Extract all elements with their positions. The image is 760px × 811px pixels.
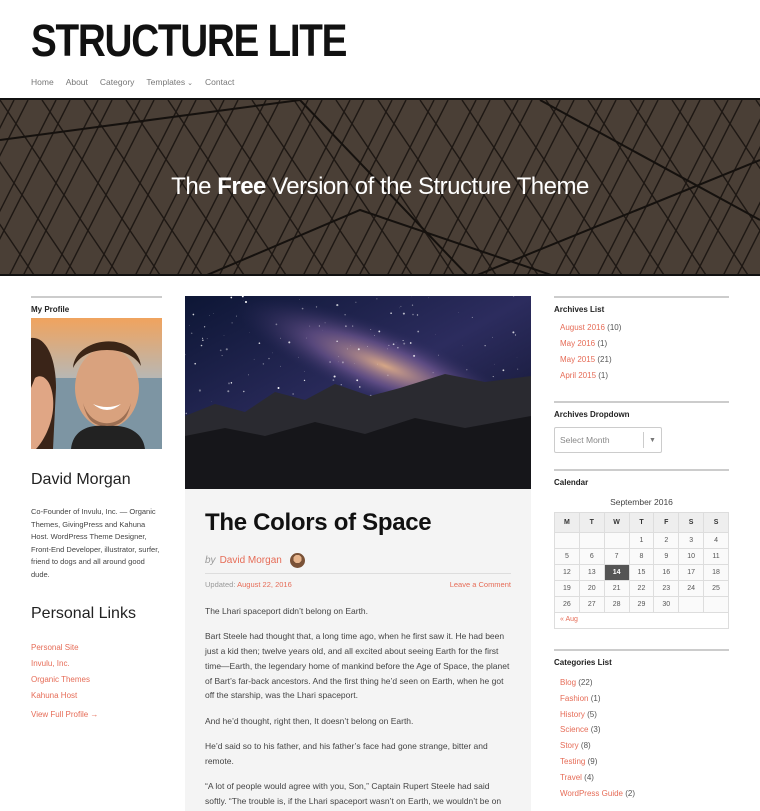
- main-nav: [31, 77, 234, 87]
- calendar-week-row: [555, 565, 729, 581]
- post-paragraph: The Lhari spaceport didn’t belong on Earth.: [205, 606, 369, 616]
- calendar-day: 27: [579, 597, 604, 613]
- post-meta: [205, 573, 511, 589]
- link-kahuna-host[interactable]: Kahuna Host: [31, 691, 78, 700]
- calendar-widget: [554, 469, 729, 629]
- calendar-day: 11: [704, 549, 729, 565]
- category-count: (5): [587, 709, 597, 719]
- calendar-day: 24: [679, 581, 704, 597]
- archive-item: [560, 320, 729, 336]
- category-item: [560, 786, 729, 802]
- calendar-empty-cell: [679, 597, 704, 613]
- archive-item: [560, 336, 729, 352]
- calendar-day: 13: [579, 565, 604, 581]
- archive-count: (10): [607, 323, 622, 332]
- category-item: [560, 707, 729, 723]
- archives-list-widget: [554, 296, 729, 384]
- nav-item-contact[interactable]: Contact: [205, 77, 235, 87]
- calendar-day: 14: [604, 565, 629, 581]
- personal-links-list: [31, 640, 90, 704]
- archive-count: (21): [597, 355, 612, 364]
- personal-links-title: Personal Links: [31, 605, 136, 622]
- calendar-week-row: [555, 549, 729, 565]
- post-content: [205, 604, 511, 811]
- archive-link[interactable]: May 2016: [560, 339, 596, 348]
- byline-by: by: [205, 555, 216, 566]
- calendar-body: [555, 533, 729, 613]
- profile-widget-title: My Profile: [31, 296, 162, 314]
- calendar-table: [554, 512, 729, 613]
- post-title[interactable]: The Colors of Space: [205, 509, 432, 536]
- select-month-dropdown[interactable]: [554, 427, 662, 453]
- post-card: [185, 296, 531, 811]
- nav-item-category[interactable]: Category: [99, 77, 135, 87]
- banner-heading: [0, 173, 760, 201]
- category-link[interactable]: Testing: [560, 756, 586, 766]
- left-sidebar: [31, 296, 162, 719]
- calendar-title: Calendar: [554, 469, 729, 487]
- calendar-day: 22: [629, 581, 654, 597]
- nav-item-templates-label: Templates: [146, 77, 186, 87]
- calendar-day: 4: [704, 533, 729, 549]
- banner-text-start: The: [171, 173, 218, 200]
- category-link[interactable]: Fashion: [560, 693, 589, 703]
- category-item: [560, 691, 729, 707]
- calendar-day: 17: [679, 565, 704, 581]
- category-count: (3): [590, 725, 601, 735]
- category-count: (9): [587, 756, 598, 766]
- archive-link[interactable]: April 2015: [560, 371, 597, 380]
- post-date-link[interactable]: August 22, 2016: [237, 580, 292, 589]
- calendar-prev-link[interactable]: « Aug: [554, 613, 729, 629]
- nav-item-templates[interactable]: [146, 77, 193, 87]
- post-paragraph: “A lot of people would agree with you, Son,” Captain Rupert Steele had said softly. “The trouble is, if the Lhari spaceport wasn’t on Earth, we wouldn’t be on: [205, 781, 502, 806]
- calendar-day: 12: [555, 565, 580, 581]
- dropdown-value: Select Month: [560, 435, 610, 445]
- calendar-day: 6: [579, 549, 604, 565]
- calendar-week-row: [555, 533, 729, 549]
- calendar-day-header: T: [629, 513, 654, 533]
- archives-list-title: Archives List: [554, 296, 729, 314]
- link-invulu[interactable]: Invulu, Inc.: [31, 659, 70, 668]
- categories-widget: [554, 649, 729, 801]
- post-featured-image[interactable]: [185, 296, 531, 489]
- category-link[interactable]: Blog: [560, 678, 577, 687]
- calendar-day: 19: [555, 581, 580, 597]
- calendar-day-header: T: [579, 513, 604, 533]
- archives-dropdown-widget: [554, 401, 729, 453]
- category-count: (22): [578, 678, 593, 687]
- calendar-day: 30: [654, 597, 679, 613]
- archive-item: [560, 352, 729, 368]
- calendar-day: 16: [654, 565, 679, 581]
- category-count: (1): [590, 693, 601, 703]
- archive-item: [560, 368, 729, 384]
- category-count: (4): [584, 772, 594, 782]
- archive-link[interactable]: August 2016: [560, 323, 605, 332]
- updated-label: Updated:: [205, 580, 236, 589]
- site-title[interactable]: STRUCTURE LITE: [31, 15, 347, 66]
- post-byline: [205, 553, 305, 568]
- post-updated: [205, 580, 292, 589]
- profile-bio: Co-Founder of Invulu, Inc. — Organic Themes, GivingPress and Kahuna Host. WordPress Theme Designer, Front-End Developer, illustrator, surfer, friend to dogs and all around good dude.: [31, 507, 160, 579]
- calendar-header-row: [555, 513, 729, 533]
- banner-text-end: Version of the Structure Theme: [265, 173, 589, 200]
- calendar-day-header: S: [704, 513, 729, 533]
- category-count: (2): [625, 788, 636, 798]
- calendar-day: 18: [704, 565, 729, 581]
- calendar-week-row: [555, 581, 729, 597]
- chevron-down-icon: ⌄: [187, 80, 194, 87]
- leave-comment-link[interactable]: Leave a Comment: [449, 580, 511, 589]
- calendar-day: 5: [555, 549, 580, 565]
- calendar-day: 23: [654, 581, 679, 597]
- calendar-day: 7: [604, 549, 629, 565]
- calendar-caption: September 2016: [610, 497, 673, 507]
- post-paragraph: And he’d thought, right then, It doesn’t belong on Earth.: [205, 715, 414, 726]
- link-personal-site[interactable]: Personal Site: [31, 643, 79, 652]
- post-paragraph: Bart Steele had thought that, a long time ago, when he first saw it. He had been just a kid then; twelve years old, and all excited about seeing Earth for the first time—Earth, the legendary home of mankind before the Age of Space, the planet of Bart’s far-back ancestors. And the first thing he’d seen on Earth, when he got off the starship, was the Lhari spaceport.: [205, 631, 510, 701]
- nav-item-about[interactable]: About: [65, 77, 88, 87]
- categories-title: Categories List: [554, 649, 729, 667]
- calendar-day: 2: [654, 533, 679, 549]
- calendar-week-row: [555, 597, 729, 613]
- calendar-day: 21: [604, 581, 629, 597]
- calendar-day: 28: [604, 597, 629, 613]
- calendar-day-header: S: [679, 513, 704, 533]
- category-link[interactable]: WordPress Guide: [560, 788, 623, 798]
- category-link[interactable]: History: [560, 709, 585, 719]
- archive-link[interactable]: May 2015: [560, 355, 596, 364]
- category-link[interactable]: Story: [560, 741, 579, 751]
- calendar-empty-cell: [704, 597, 729, 613]
- category-link[interactable]: Travel: [560, 772, 582, 782]
- category-item: [560, 770, 729, 786]
- nav-item-home[interactable]: Home: [31, 77, 54, 87]
- archive-count: (1): [598, 371, 609, 380]
- category-item: [560, 754, 729, 770]
- banner-text-bold: Free: [217, 173, 266, 200]
- author-avatar: [290, 553, 305, 568]
- archives-dropdown-title: Archives Dropdown: [554, 401, 729, 419]
- profile-avatar: [31, 318, 162, 449]
- post-paragraph: He’d said so to his father, and his father’s face had gone strange, bitter and remote.: [205, 741, 488, 766]
- calendar-day-header: W: [604, 513, 629, 533]
- calendar-day: 25: [704, 581, 729, 597]
- archives-list: [554, 320, 729, 384]
- author-link[interactable]: David Morgan: [219, 555, 282, 566]
- calendar-day-header: F: [654, 513, 679, 533]
- category-item: [560, 722, 729, 738]
- calendar-day-header: M: [555, 513, 580, 533]
- milky-way-image: [185, 296, 531, 489]
- link-organic-themes[interactable]: Organic Themes: [31, 675, 90, 684]
- category-link[interactable]: Science: [560, 725, 589, 735]
- calendar-day: 8: [629, 549, 654, 565]
- calendar-day: 26: [555, 597, 580, 613]
- calendar-day: 3: [679, 533, 704, 549]
- profile-name: David Morgan: [31, 471, 131, 488]
- categories-list: [554, 675, 729, 801]
- profile-photo: [31, 318, 162, 449]
- calendar-day: 9: [654, 549, 679, 565]
- calendar-empty-cell: [604, 533, 629, 549]
- calendar-day: 1: [629, 533, 654, 549]
- calendar-day: 15: [629, 565, 654, 581]
- calendar-day: 29: [629, 597, 654, 613]
- calendar-empty-cell: [579, 533, 604, 549]
- category-count: (8): [580, 741, 591, 751]
- archive-count: (1): [597, 339, 608, 348]
- hero-banner: [0, 98, 760, 276]
- calendar-day: 10: [679, 549, 704, 565]
- chevron-down-icon: ▼: [643, 432, 661, 448]
- view-full-profile-link[interactable]: View Full Profile →: [31, 710, 99, 719]
- calendar-empty-cell: [555, 533, 580, 549]
- category-item: [560, 675, 729, 691]
- calendar-day: 20: [579, 581, 604, 597]
- category-item: [560, 738, 729, 754]
